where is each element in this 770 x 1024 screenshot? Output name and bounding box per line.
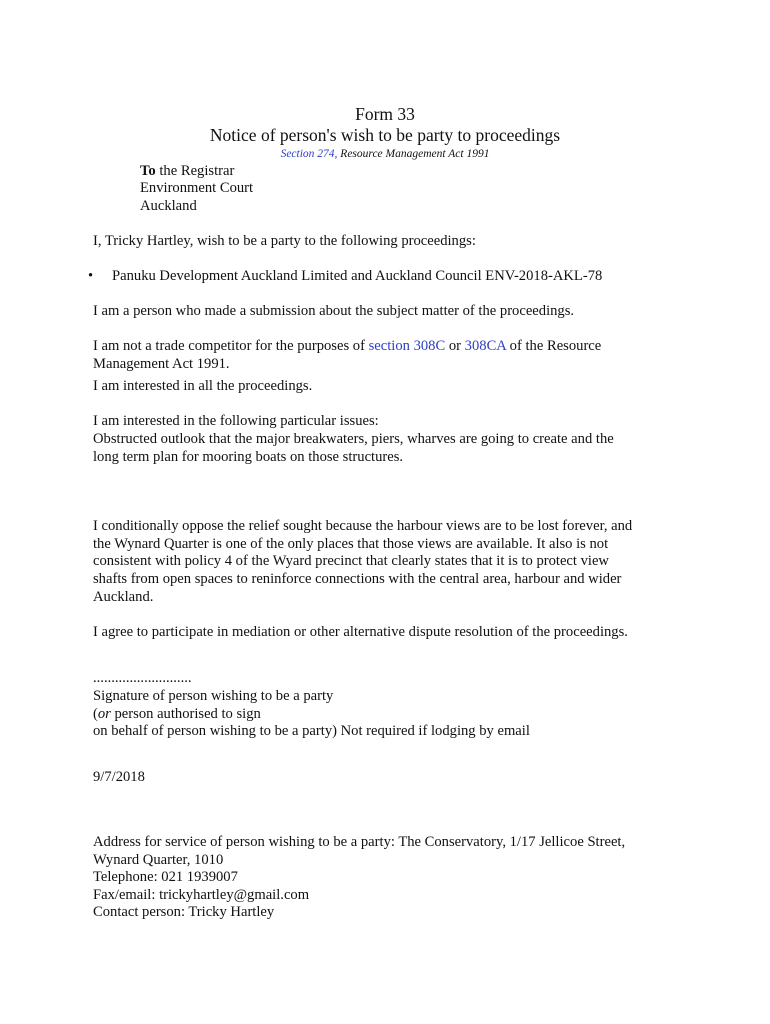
signature-authorised: person authorised to sign [110,706,261,722]
address-line-1: Address for service of person wishing to be a party: The Conservatory, 1/17 Jellicoe Street, [93,834,626,850]
signature-line-3: on behalf of person wishing to be a party) Not required if lodging by email [93,723,530,739]
competitor-text-b: or [445,338,465,354]
signature-dots: ........................... [93,670,192,686]
mediation-paragraph: I agree to participate in mediation or other alternative dispute resolution of the proceedings. [93,624,628,640]
fax-email: Fax/email: trickyhartley@gmail.com [93,887,310,903]
oppose-line-1: I conditionally oppose the relief sought because the harbour views are to be lost forever, and [93,518,633,534]
act-name: Resource Management Act 1991 [337,148,490,160]
issues-heading: I am interested in the following particular issues: [93,413,379,429]
interested-all-paragraph: I am interested in all the proceedings. [93,378,313,394]
address-line-2: Wynard Quarter, 1010 [93,852,224,868]
oppose-line-5: Auckland. [93,589,154,605]
signature-paren: ( [93,706,98,722]
proceedings-list-item: Panuku Development Auckland Limited and Auckland Council ENV-2018-AKL-78 [112,268,603,284]
trade-competitor-line-2: Management Act 1991. [93,356,230,372]
date: 9/7/2018 [93,769,145,785]
signature-line-1: Signature of person wishing to be a party [93,688,334,704]
addressee-line-2: Environment Court [140,180,254,196]
addressee-line-3: Auckland [140,198,197,214]
issues-line-2: long term plan for mooring boats on those structures. [93,449,404,465]
competitor-text-a: I am not a trade competitor for the purposes of [93,338,369,354]
section-308c-link[interactable]: section 308C [368,338,446,354]
oppose-line-4: shafts from open spaces to reninforce connections with the central area, harbour and wider [93,571,622,587]
telephone: Telephone: 021 1939007 [93,869,238,885]
trade-competitor-line-1 [93,337,601,355]
bullet-marker: • [88,268,94,284]
section-274-link[interactable]: Section 274, [280,148,338,160]
contact-person: Contact person: Tricky Hartley [93,904,275,920]
issues-line-1: Obstructed outlook that the major breakwaters, piers, wharves are going to create and the [93,431,614,447]
addressee-line-1 [140,162,234,180]
signature-or: or [97,706,111,722]
form-number: Form 33 [355,104,415,124]
signature-line-2 [93,705,261,723]
oppose-line-3: consistent with policy 4 of the Wyard precinct that clearly states that it is to protect view [93,553,609,569]
section-308ca-link[interactable]: 308CA [464,338,507,354]
oppose-line-2: the Wynard Quarter is one of the only places that those views are available. It also is not [93,536,609,552]
to-label: To [140,163,156,179]
form-title: Notice of person's wish to be party to proceedings [209,125,561,145]
registrar-text: the Registrar [155,163,235,179]
intro-paragraph: I, Tricky Hartley, wish to be a party to the following proceedings: [93,233,476,249]
competitor-text-c: of the Resource [506,338,602,354]
submission-paragraph: I am a person who made a submission about the subject matter of the proceedings. [93,303,575,319]
form-subtitle [0,147,770,161]
